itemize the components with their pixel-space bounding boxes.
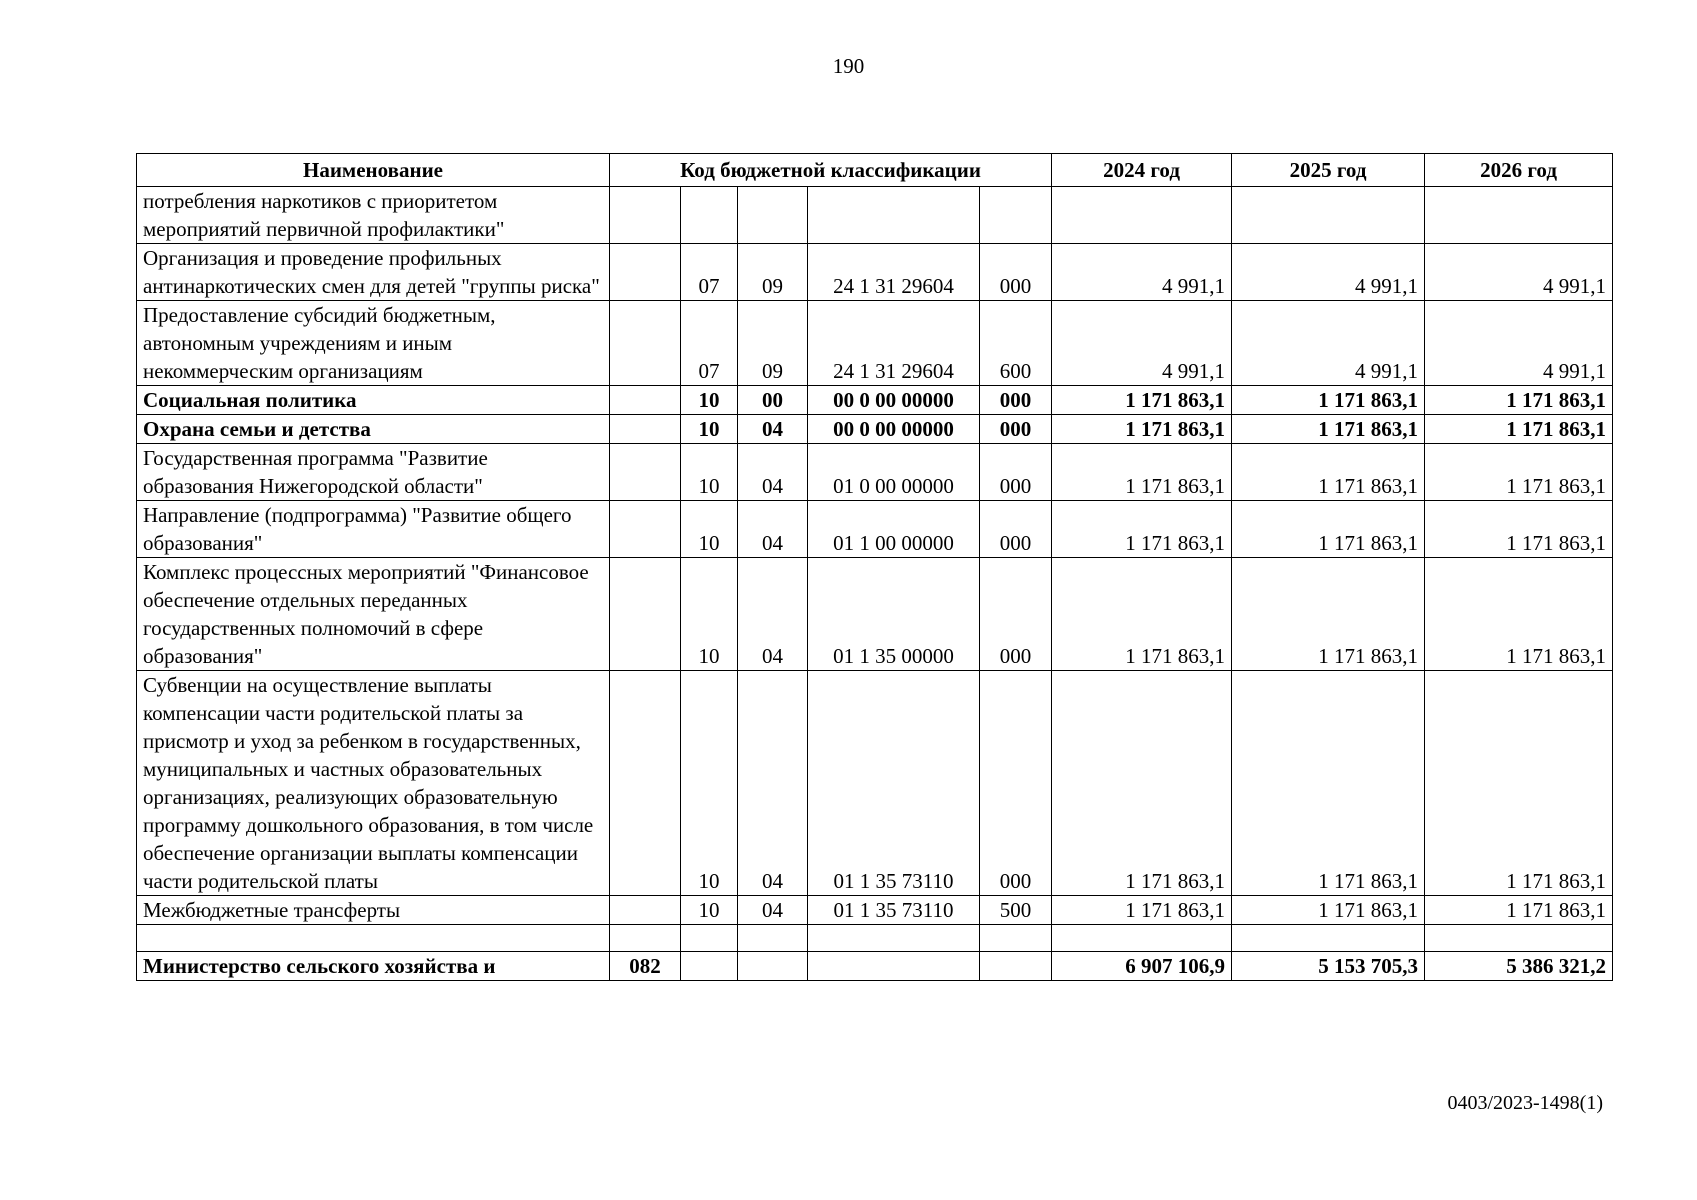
table-header-row [137,154,1613,187]
code-grbs: 082 [610,952,681,981]
value-2026: 4 991,1 [1425,244,1613,301]
code-subsection: 04 [738,671,808,896]
code-subsection [738,925,808,952]
value-2026: 1 171 863,1 [1425,444,1613,501]
value-2026: 5 386 321,2 [1425,952,1613,981]
value-2024 [1052,925,1232,952]
code-grbs [610,558,681,671]
code-section: 10 [681,415,738,444]
value-2024: 4 991,1 [1052,301,1232,386]
value-2024: 1 171 863,1 [1052,896,1232,925]
code-subsection: 00 [738,386,808,415]
code-grbs [610,187,681,244]
code-grbs [610,671,681,896]
code-subsection [738,952,808,981]
code-grbs [610,896,681,925]
value-2024: 1 171 863,1 [1052,501,1232,558]
code-expense-type: 000 [980,444,1052,501]
code-target: 01 1 35 00000 [808,558,980,671]
code-target: 24 1 31 29604 [808,301,980,386]
code-section: 10 [681,501,738,558]
row-name: Организация и проведение профильных антинаркотических смен для детей "группы риска" [137,244,610,301]
table-row [137,244,1613,301]
value-2025: 5 153 705,3 [1232,952,1425,981]
code-grbs [610,501,681,558]
table-row [137,386,1613,415]
row-name: Охрана семьи и детства [137,415,610,444]
code-target [808,952,980,981]
value-2026 [1425,925,1613,952]
row-name: Государственная программа "Развитие образования Нижегородской области" [137,444,610,501]
code-section: 07 [681,244,738,301]
value-2026: 4 991,1 [1425,301,1613,386]
header-code: Код бюджетной классификации [610,154,1052,187]
document-code: 0403/2023-1498(1) [1447,1092,1603,1114]
table-row [137,415,1613,444]
header-2024: 2024 год [1052,154,1232,187]
value-2025: 4 991,1 [1232,244,1425,301]
table-row [137,301,1613,386]
row-name [137,925,610,952]
table-row [137,925,1613,952]
row-name: Социальная политика [137,386,610,415]
code-target: 00 0 00 00000 [808,386,980,415]
code-expense-type [980,952,1052,981]
table-row [137,444,1613,501]
code-section: 10 [681,558,738,671]
code-grbs [610,444,681,501]
code-section: 10 [681,444,738,501]
table-row [137,501,1613,558]
code-grbs [610,386,681,415]
header-2026: 2026 год [1425,154,1613,187]
value-2025: 1 171 863,1 [1232,671,1425,896]
value-2025: 1 171 863,1 [1232,415,1425,444]
table-row [137,187,1613,244]
code-expense-type [980,925,1052,952]
value-2024: 1 171 863,1 [1052,671,1232,896]
value-2024: 4 991,1 [1052,244,1232,301]
code-section: 07 [681,301,738,386]
code-target: 01 1 00 00000 [808,501,980,558]
code-subsection: 04 [738,501,808,558]
row-name: Комплекс процессных мероприятий "Финансовое обеспечение отдельных переданных государственных полномочий в сфере образования" [137,558,610,671]
value-2026: 1 171 863,1 [1425,386,1613,415]
code-subsection: 04 [738,415,808,444]
code-subsection [738,187,808,244]
code-section [681,187,738,244]
code-section: 10 [681,386,738,415]
value-2026: 1 171 863,1 [1425,558,1613,671]
value-2026: 1 171 863,1 [1425,896,1613,925]
page-number: 190 [832,54,865,78]
code-target: 24 1 31 29604 [808,244,980,301]
value-2025: 1 171 863,1 [1232,444,1425,501]
header-name: Наименование [137,154,610,187]
value-2024: 1 171 863,1 [1052,415,1232,444]
value-2025 [1232,925,1425,952]
code-target [808,925,980,952]
table-row [137,952,1613,981]
value-2025: 1 171 863,1 [1232,896,1425,925]
row-name: Направление (подпрограмма) "Развитие общего образования" [137,501,610,558]
code-subsection: 09 [738,301,808,386]
code-target: 01 1 35 73110 [808,896,980,925]
value-2024: 6 907 106,9 [1052,952,1232,981]
value-2025: 1 171 863,1 [1232,558,1425,671]
code-expense-type: 600 [980,301,1052,386]
code-expense-type: 000 [980,501,1052,558]
code-section [681,952,738,981]
code-subsection: 04 [738,558,808,671]
value-2026: 1 171 863,1 [1425,671,1613,896]
value-2025: 1 171 863,1 [1232,501,1425,558]
row-name: Министерство сельского хозяйства и [137,952,610,981]
row-name: потребления наркотиков с приоритетом мероприятий первичной профилактики" [137,187,610,244]
code-grbs [610,244,681,301]
value-2025: 1 171 863,1 [1232,386,1425,415]
value-2025 [1232,187,1425,244]
table-row [137,896,1613,925]
code-expense-type: 000 [980,415,1052,444]
code-section: 10 [681,671,738,896]
value-2024 [1052,187,1232,244]
code-subsection: 04 [738,444,808,501]
table-row [137,558,1613,671]
header-2025: 2025 год [1232,154,1425,187]
budget-table [136,153,1613,981]
code-grbs [610,301,681,386]
code-section [681,925,738,952]
value-2026: 1 171 863,1 [1425,415,1613,444]
code-target: 00 0 00 00000 [808,415,980,444]
code-subsection: 04 [738,896,808,925]
value-2024: 1 171 863,1 [1052,558,1232,671]
value-2024: 1 171 863,1 [1052,386,1232,415]
code-subsection: 09 [738,244,808,301]
code-expense-type: 000 [980,671,1052,896]
value-2024: 1 171 863,1 [1052,444,1232,501]
code-grbs [610,925,681,952]
code-grbs [610,415,681,444]
value-2026 [1425,187,1613,244]
code-target: 01 0 00 00000 [808,444,980,501]
row-name: Межбюджетные трансферты [137,896,610,925]
code-section: 10 [681,896,738,925]
code-target: 01 1 35 73110 [808,671,980,896]
code-expense-type: 500 [980,896,1052,925]
code-expense-type: 000 [980,386,1052,415]
value-2025: 4 991,1 [1232,301,1425,386]
code-expense-type: 000 [980,558,1052,671]
row-name: Субвенции на осуществление выплаты компенсации части родительской платы за присмотр и уход за ребенком в государственных, муниципальных и частных образовательных организациях, реализующих образовательную программу дошкольного образования, в том числе обеспечение организации выплаты компенсации части родительской платы [137,671,610,896]
code-expense-type: 000 [980,244,1052,301]
row-name: Предоставление субсидий бюджетным, автономным учреждениям и иным некоммерческим организациям [137,301,610,386]
code-target [808,187,980,244]
table-row [137,671,1613,896]
value-2026: 1 171 863,1 [1425,501,1613,558]
code-expense-type [980,187,1052,244]
